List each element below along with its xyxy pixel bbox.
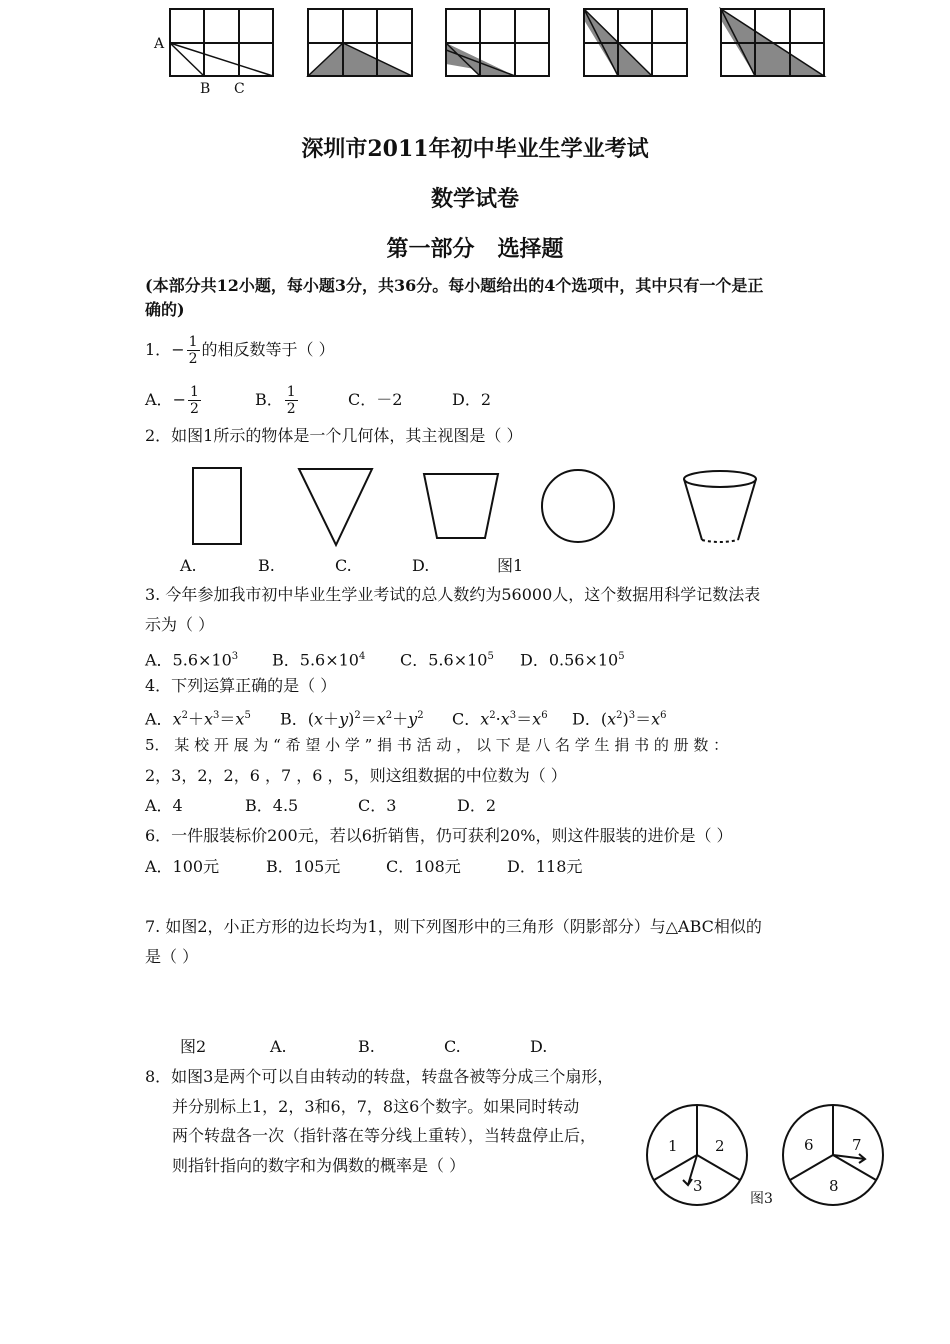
q1-number: 1． xyxy=(145,340,172,359)
q7-label-b: B. xyxy=(358,1037,375,1056)
q2-label-a: A. xyxy=(180,556,197,575)
shape-trapezoid xyxy=(424,474,498,538)
q1-opt-b-num: 1 xyxy=(286,383,296,400)
q1-option-d: D．2 xyxy=(452,390,492,409)
question-7-line-2: 是（ ） xyxy=(145,947,199,966)
q3-option-c xyxy=(400,647,494,670)
q1-opt-a-label: A． xyxy=(145,390,173,409)
question-7-line-1: 7. 如图2，小正方形的边长均为1，则下列图形中的三角形（阴影部分）与△ABC相似的 xyxy=(145,917,762,936)
q2-label-c: C. xyxy=(335,556,352,575)
q6-option-d: D．118元 xyxy=(507,857,583,876)
question-1 xyxy=(145,328,335,372)
q4-option-a: A．$x^2+x^3=x^5$ xyxy=(145,709,251,729)
q3-opt-a-base: A．5.6×10 xyxy=(145,650,232,670)
q7-label-d: D. xyxy=(530,1037,548,1056)
q3-option-d xyxy=(520,647,625,670)
q7-label-a: A. xyxy=(270,1037,287,1056)
q3-opt-b-exp: 4 xyxy=(358,651,366,662)
q1-option-b xyxy=(255,378,300,422)
q3-opt-d-exp: 5 xyxy=(618,651,625,662)
spinner-2-label-8: 8 xyxy=(829,1177,839,1195)
q3-opt-c-base: C．5.6×10 xyxy=(400,650,488,670)
spinner-2-label-7: 7 xyxy=(852,1136,862,1154)
question-8-line-2: 并分别标上1，2，3和6，7，8这6个数字。如果同时转动 xyxy=(172,1097,580,1116)
shape-rectangle xyxy=(193,468,241,544)
question-5-line-1: 5． 某 校 开 展 为 “ 希 望 小 学 ” 捐 书 活 动 ， 以 下 是 八 名 学 生 捐 书 的 册 数 ： xyxy=(145,736,729,754)
q1-minus: − xyxy=(171,340,185,359)
question-8-line-3: 两个转盘各一次（指针落在等分线上重转），当转盘停止后， xyxy=(172,1126,597,1145)
q3-option-b xyxy=(272,647,365,670)
q3-opt-d-base: D．0.56×10 xyxy=(520,650,619,670)
q2-label-b: B. xyxy=(258,556,275,575)
question-8-line-1: 8．如图3是两个可以自由转动的转盘，转盘各被等分成三个扇形， xyxy=(145,1067,614,1086)
q3-opt-a-exp: 3 xyxy=(231,651,239,662)
q5-option-c: C．3 xyxy=(358,796,397,815)
question-4: 4．下列运算正确的是（ ） xyxy=(145,676,337,695)
q5-option-d: D．2 xyxy=(457,796,497,815)
exam-title: 深圳市2011年初中毕业生学业考试 xyxy=(301,136,649,162)
question-3-line-2: 示为（ ） xyxy=(145,615,215,634)
q1-opt-a-fraction xyxy=(188,384,201,417)
q2-figure-caption: 图1 xyxy=(497,556,524,575)
figure-2-grids xyxy=(150,0,840,100)
q6-option-c: C．108元 xyxy=(386,857,461,876)
question-6: 6．一件服装标价200元，若以6折销售，仍可获利20%，则这件服装的进价是（ ） xyxy=(145,826,733,845)
subject-title: 数学试卷 xyxy=(430,186,519,212)
label-b: B xyxy=(200,81,211,97)
q3-opt-b-base: B．5.6×10 xyxy=(272,650,359,670)
spinner-1-label-1: 1 xyxy=(668,1137,678,1155)
q1-opt-a-num: 1 xyxy=(189,383,199,400)
figure-1-shapes xyxy=(180,460,780,555)
shape-triangle xyxy=(299,469,372,545)
q1-frac-num: 1 xyxy=(188,333,198,350)
spinner-1-label-2: 2 xyxy=(715,1137,725,1155)
q1-opt-b-den: 2 xyxy=(286,400,296,417)
q7-figure-caption: 图2 xyxy=(180,1037,207,1056)
shape-circle xyxy=(542,470,614,542)
q5-option-b: B．4.5 xyxy=(245,796,299,815)
question-3-line-1: 3. 今年参加我市初中毕业生学业考试的总人数约为56000人，这个数据用科学记数法表 xyxy=(145,585,761,604)
q6-option-b: B．105元 xyxy=(266,857,341,876)
label-c: C xyxy=(234,81,245,97)
q1-opt-a-minus: − xyxy=(172,390,186,409)
q7-label-c: C. xyxy=(444,1037,461,1056)
q2-label-d: D. xyxy=(412,556,430,575)
question-2: 2．如图1所示的物体是一个几何体，其主视图是（ ） xyxy=(145,426,523,445)
figure-3-caption: 图3 xyxy=(750,1191,773,1207)
q4-option-c: C．$x^2\cdot x^3=x^6$ xyxy=(452,709,548,729)
q1-fraction xyxy=(187,334,200,367)
shape-cup xyxy=(684,471,756,542)
q1-frac-den: 2 xyxy=(188,350,198,367)
q1-option-a xyxy=(145,378,203,422)
q5-option-a: A．4 xyxy=(145,796,183,815)
q1-opt-a-den: 2 xyxy=(189,400,199,417)
q6-option-a: A．100元 xyxy=(145,857,220,876)
q3-opt-c-exp: 5 xyxy=(487,651,494,662)
q1-text: 的相反数等于（ ） xyxy=(201,340,335,359)
q3-option-a xyxy=(145,647,238,670)
figure-3-spinners xyxy=(640,1095,890,1215)
part-title: 第一部分 选择题 xyxy=(386,236,564,262)
question-8-line-4: 则指针指向的数字和为偶数的概率是（ ） xyxy=(172,1156,466,1175)
instructions-line-1: (本部分共12小题，每小题3分，共36分。每小题给出的4个选项中，其中只有一个是正 xyxy=(145,276,764,295)
q1-option-c: C．－2 xyxy=(348,390,403,409)
label-a: A xyxy=(154,36,165,52)
spinner-2-label-6: 6 xyxy=(804,1136,814,1154)
question-5-line-2: 2，3，2，2，6 ，7 ，6 ，5，则这组数据的中位数为（ ） xyxy=(145,766,567,785)
spinner-1-label-3: 3 xyxy=(693,1177,703,1195)
q4-option-d: D．$(x^2)^3=x^6$ xyxy=(572,709,667,729)
q1-opt-b-label: B． xyxy=(255,390,283,409)
q4-option-b: B．$(x+y)^2=x^2+y^2$ xyxy=(280,709,424,729)
instructions-line-2: 确的) xyxy=(145,300,185,319)
q1-opt-b-fraction xyxy=(285,384,298,417)
